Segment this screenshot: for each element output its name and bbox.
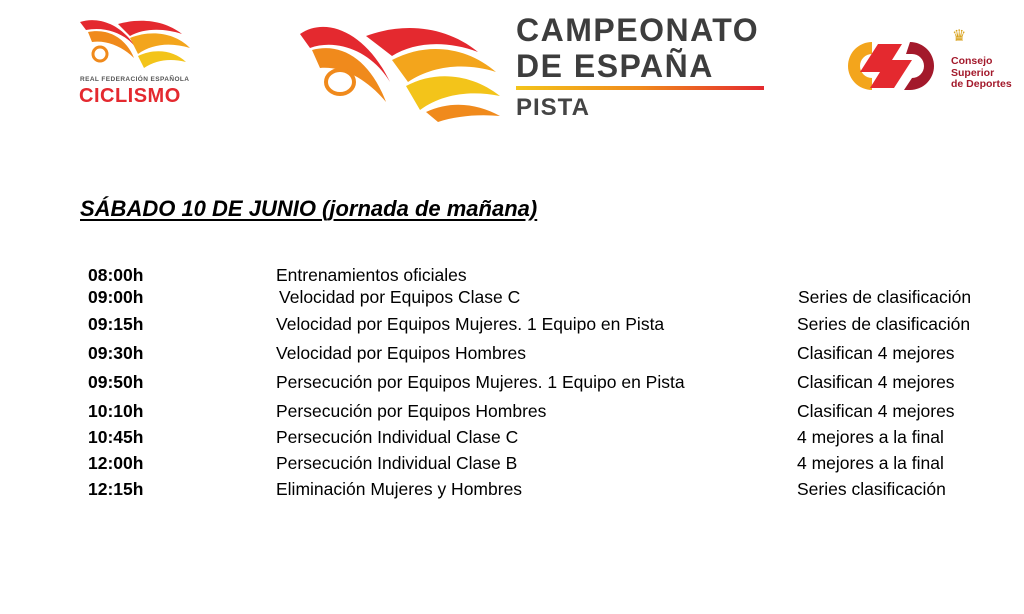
csd-text (951, 56, 1012, 91)
schedule-event: Persecución Individual Clase C (276, 427, 519, 447)
campeonato-divider (516, 86, 764, 90)
schedule-note: 4 mejores a la final (797, 453, 944, 473)
schedule-time: 09:00h (88, 287, 144, 307)
schedule-time: 10:10h (88, 401, 144, 421)
schedule-event: Persecución Individual Clase B (276, 453, 518, 473)
day-title: SÁBADO 10 DE JUNIO (jornada de mañana) (80, 196, 538, 221)
schedule-note: Clasifican 4 mejores (797, 372, 955, 392)
schedule-row (0, 372, 1024, 396)
csd-line1: Consejo (951, 55, 993, 67)
campeonato-emblem (296, 12, 516, 122)
schedule-row (0, 401, 1024, 425)
schedule-event: Persecución por Equipos Mujeres. 1 Equipo en Pista (276, 372, 685, 392)
schedule-row (0, 479, 1024, 503)
crown-icon: ♛ (952, 28, 967, 45)
schedule-row (0, 265, 1024, 289)
schedule-time: 12:00h (88, 453, 144, 473)
csd-emblem-icon (832, 34, 948, 94)
schedule-note: Clasifican 4 mejores (797, 401, 955, 421)
csd-logo (832, 26, 1022, 106)
schedule-row (0, 453, 1024, 477)
rfec-emblem-icon (78, 14, 196, 76)
schedule-note: Series clasificación (797, 479, 946, 499)
schedule-note: Clasifican 4 mejores (797, 343, 955, 363)
campeonato-line1: CAMPEONATO (516, 12, 760, 48)
schedule-event: Velocidad por Equipos Hombres (276, 343, 527, 363)
schedule-event: Velocidad por Equipos Clase C (279, 287, 521, 307)
schedule-row (0, 314, 1024, 338)
campeonato-discipline: PISTA (516, 94, 590, 121)
schedule-event: Persecución por Equipos Hombres (276, 401, 547, 421)
schedule-time: 09:30h (88, 343, 144, 363)
schedule-note: Series de clasificación (798, 287, 972, 307)
schedule-time: 08:00h (88, 265, 144, 285)
schedule-event: Eliminación Mujeres y Hombres (276, 479, 523, 499)
schedule-time: 09:50h (88, 372, 144, 392)
schedule-row (0, 427, 1024, 451)
schedule-event: Velocidad por Equipos Mujeres. 1 Equipo en Pista (276, 314, 665, 334)
schedule-event: Entrenamientos oficiales (276, 265, 467, 285)
campeonato-line2: DE ESPAÑA (516, 48, 714, 84)
schedule-row (0, 343, 1024, 367)
schedule-note: Series de clasificación (797, 314, 971, 334)
campeonato-title (516, 12, 776, 121)
schedule-time: 09:15h (88, 314, 144, 334)
schedule-time: 10:45h (88, 427, 144, 447)
schedule-note: 4 mejores a la final (797, 427, 944, 447)
rfec-subtitle: REAL FEDERACIÓN ESPAÑOLA (80, 76, 190, 83)
csd-line2: Superior (951, 66, 995, 79)
rfec-logo (76, 14, 206, 114)
schedule-row (0, 287, 1024, 311)
schedule-time: 12:15h (88, 479, 144, 499)
csd-line3: de Deportes (951, 78, 1012, 90)
header (0, 0, 1024, 140)
cycling-swoosh-icon (296, 12, 516, 122)
rfec-name: CICLISMO (79, 85, 181, 107)
